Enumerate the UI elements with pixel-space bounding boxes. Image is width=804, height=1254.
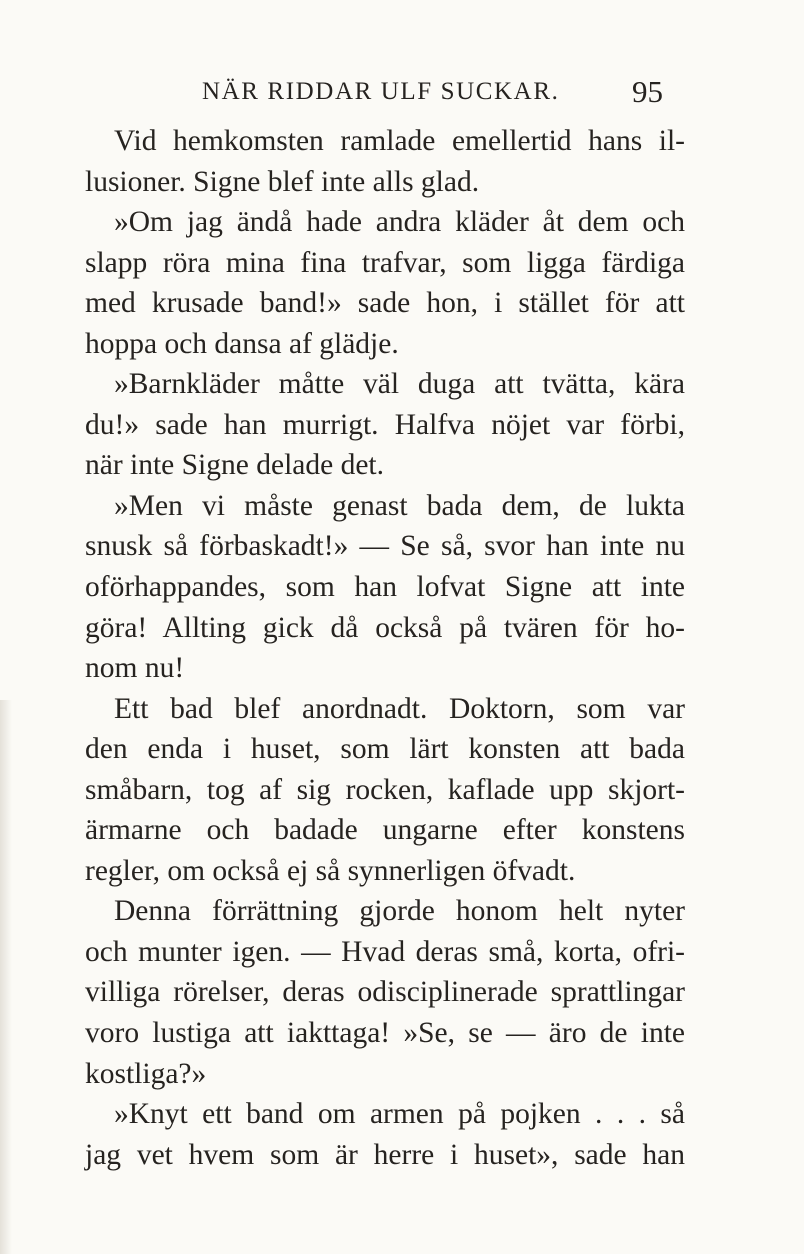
text-line: snusk så förbaskadt!» — Se så, svor han inte nu bbox=[85, 530, 685, 563]
page-header bbox=[0, 74, 804, 114]
text-line: voro lustiga att iakttaga! »Se, se — äro de inte bbox=[85, 1017, 685, 1050]
text-line: »Knyt ett band om armen på pojken . . . så bbox=[114, 1098, 685, 1131]
text-line: slapp röra mina fina trafvar, som ligga färdiga bbox=[85, 246, 685, 279]
page-edge-shadow bbox=[0, 700, 12, 1254]
body-text bbox=[85, 121, 685, 1175]
text-line: »Men vi måste genast bada dem, de lukta bbox=[114, 489, 685, 522]
text-line: »Om jag ändå hade andra kläder åt dem och bbox=[114, 206, 685, 239]
text-line: ärmarne och badade ungarne efter konstens bbox=[85, 814, 685, 847]
text-line: och munter igen. — Hvad deras små, korta, ofri- bbox=[85, 935, 685, 968]
text-line: du!» sade han murrigt. Halfva nöjet var förbi, bbox=[85, 408, 685, 441]
text-line: »Barnkläder måtte väl duga att tvätta, kära bbox=[114, 368, 685, 401]
running-head: NÄR RIDDAR ULF SUCKAR. bbox=[202, 78, 560, 105]
text-line: när inte Signe delade det. bbox=[85, 449, 384, 482]
text-line: lusioner. Signe blef inte alls glad. bbox=[85, 165, 480, 198]
text-line: villiga rörelser, deras odisciplinerade sprattlingar bbox=[85, 976, 685, 1009]
text-line: kostliga?» bbox=[85, 1057, 207, 1090]
page-number: 95 bbox=[632, 74, 663, 109]
text-line: Vid hemkomsten ramlade emellertid hans il- bbox=[114, 125, 685, 157]
text-line: regler, om också ej så synnerligen öfvadt. bbox=[85, 854, 576, 887]
text-line: oförhappandes, som han lofvat Signe att inte bbox=[85, 571, 685, 604]
text-line: Denna förrättning gjorde honom helt nyter bbox=[114, 895, 685, 928]
text-line: Ett bad blef anordnadt. Doktorn, som var bbox=[114, 692, 685, 725]
text-line: den enda i huset, som lärt konsten att bada bbox=[85, 733, 685, 766]
text-line: småbarn, tog af sig rocken, kaflade upp skjort- bbox=[85, 773, 685, 806]
text-line: göra! Allting gick då också på tvären för ho- bbox=[85, 611, 685, 644]
text-line: jag vet hvem som är herre i huset», sade han bbox=[85, 1138, 685, 1171]
text-line: hoppa och dansa af glädje. bbox=[85, 327, 399, 360]
text-line: nom nu! bbox=[85, 652, 185, 685]
text-line: med krusade band!» sade hon, i stället för att bbox=[85, 287, 685, 320]
